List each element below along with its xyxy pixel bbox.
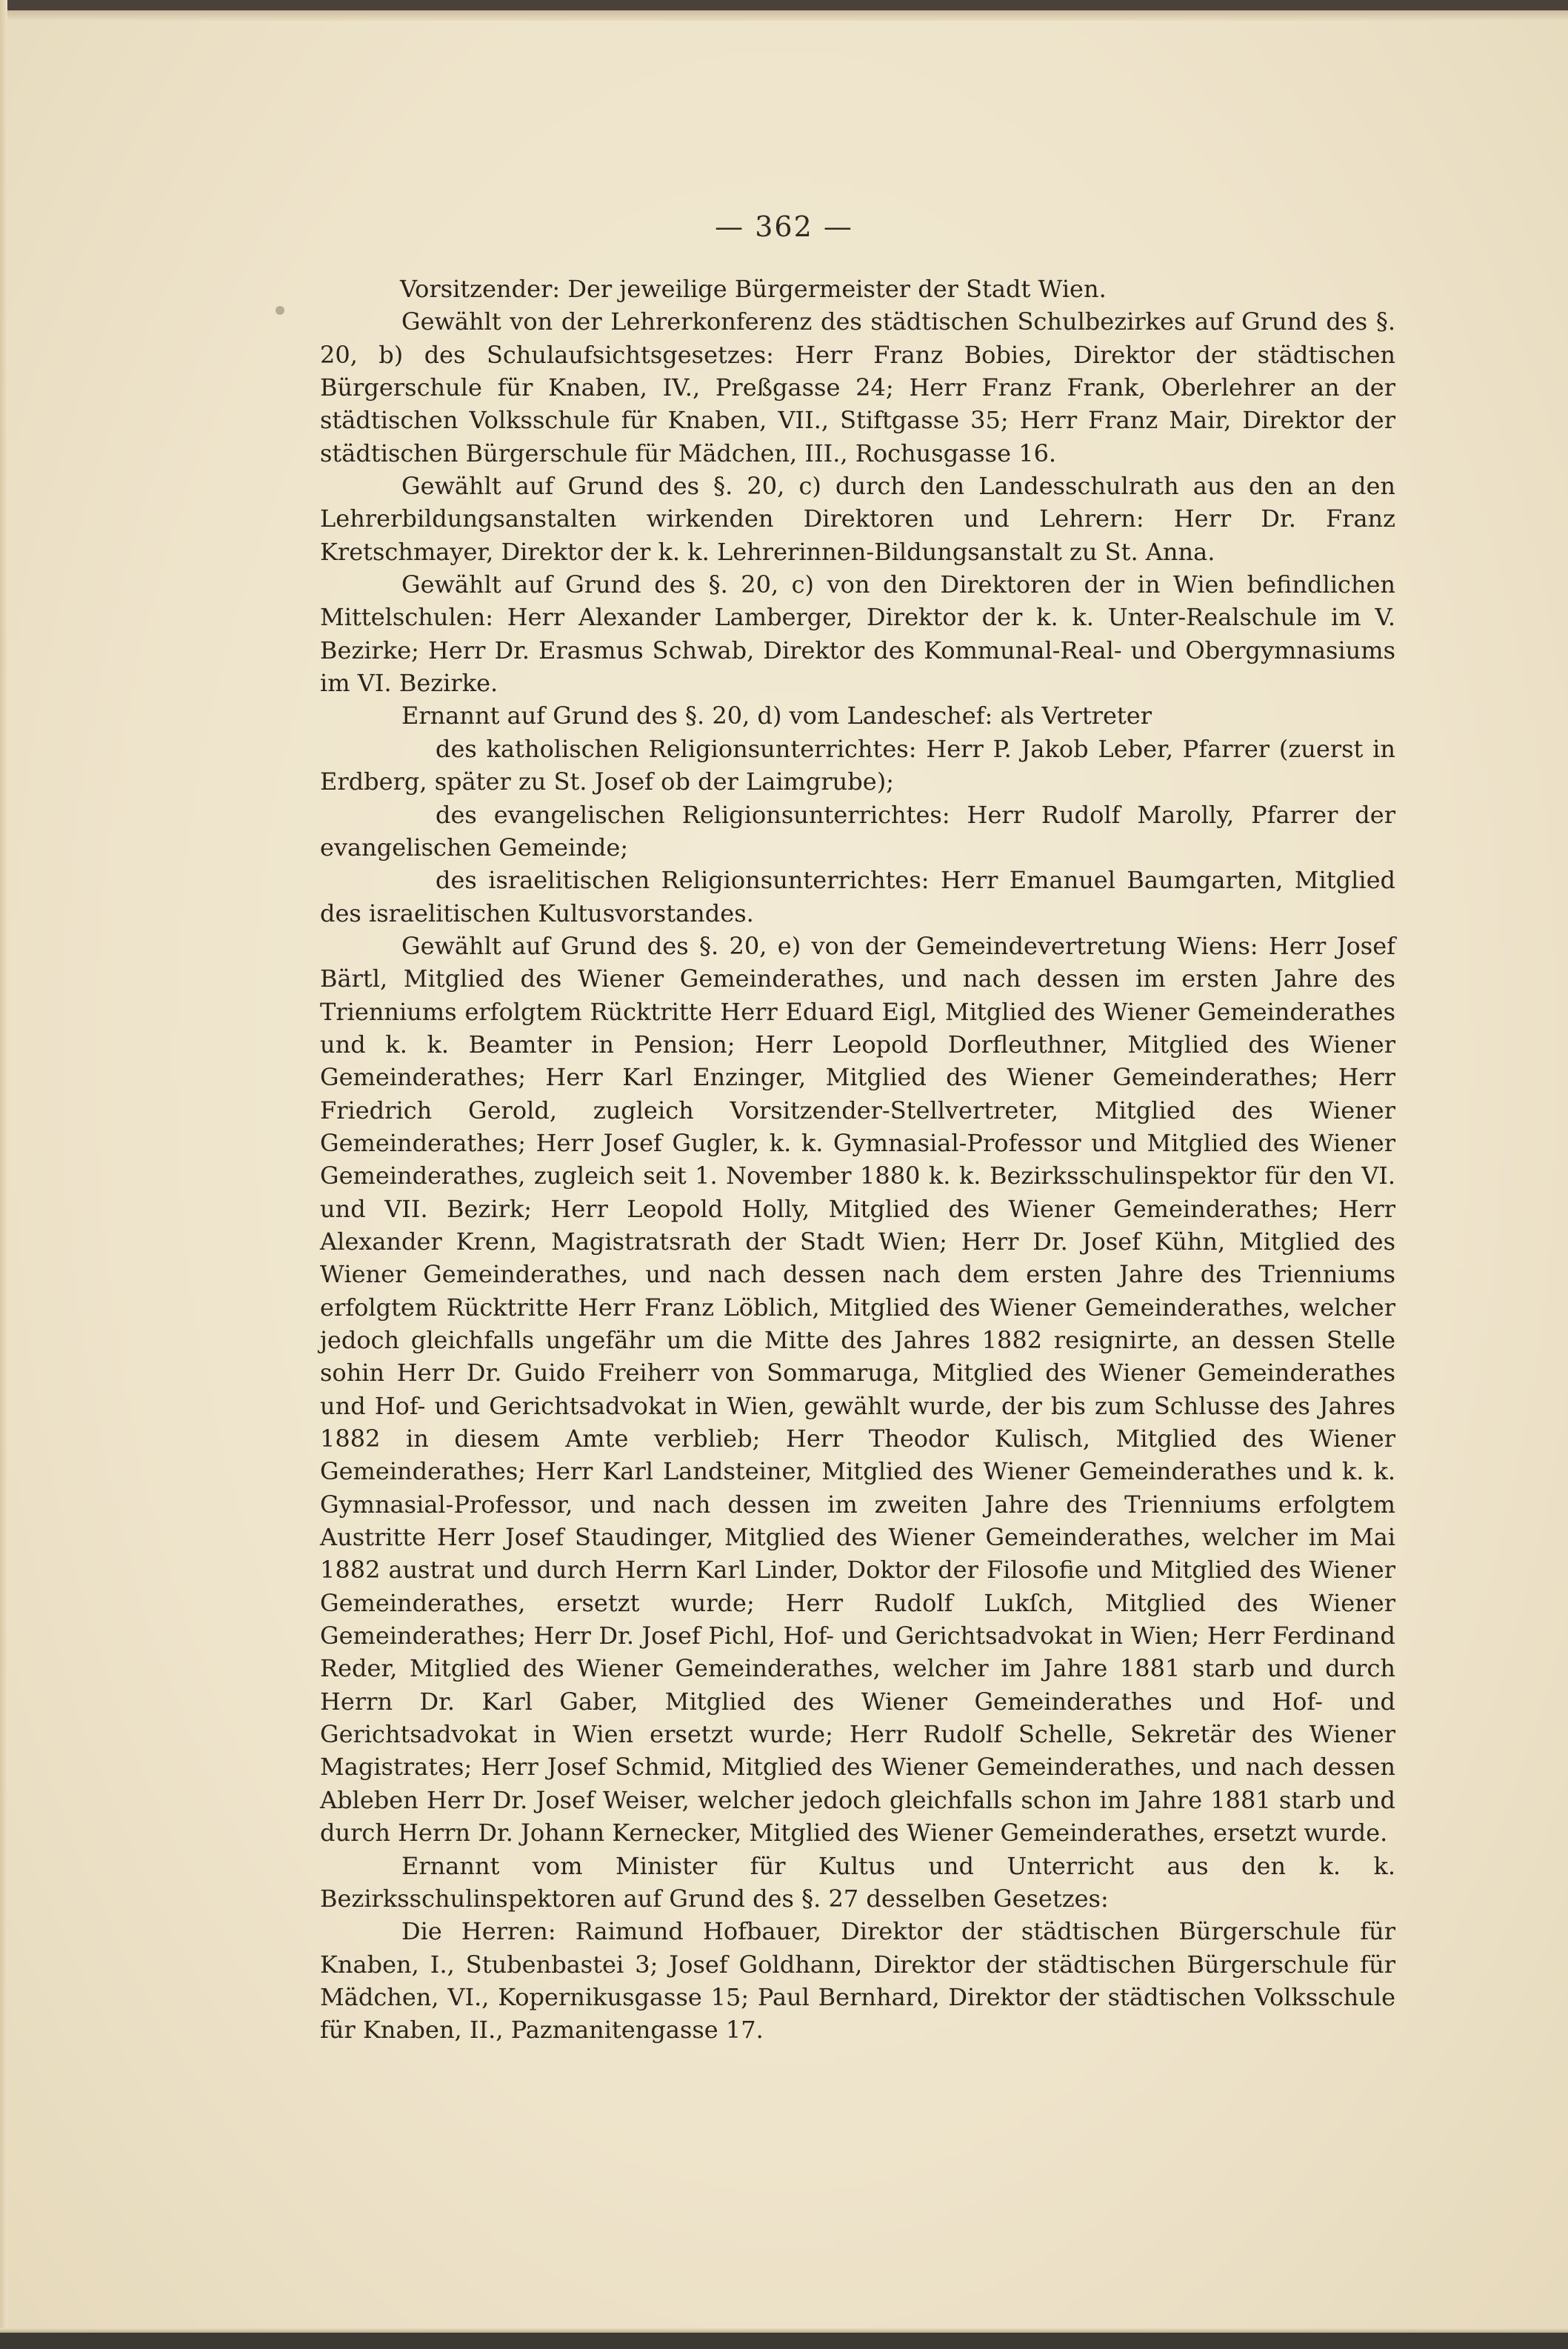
pin-hole-mark [276,306,284,315]
body-text [320,273,1395,2047]
page-number: — 362 — [715,210,853,243]
paragraph-evangelical: des evangelischen Religionsunterrichtes: Herr Rudolf Marolly, Pfarrer der evangelischen Gemeinde; [320,800,1395,862]
paragraph-secondary-schools: Gewählt auf Grund des §. 20, c) von den Direktoren der in Wien befindlichen Mittelschulen: Herr Alexander Lamberger, Direktor der k. k. Unter-Realschule im V. Bezirke; Herr Dr. Erasmus Schwab, Direktor des Kommunal-Real- und Obergymnasiums im VI. Bezirke. [320,570,1395,698]
paragraph-appointed-governor: Ernannt auf Grund des §. 20, d) vom Landeschef: als Vertreter [401,702,1152,730]
scan-edge-top [0,0,1568,21]
paragraph-the-gentlemen: Die Herren: Raimund Hofbauer, Direktor der städtischen Bürgerschule für Knaben, I., Stubenbastei 3; Josef Goldhann, Direktor der städtischen Bürgerschule für Mädchen, VI., Kopernikusgasse 15; Paul Bernhard, Direktor der städtischen Volksschule für Knaben, II., Pazmanitengasse 17. [320,1917,1395,2045]
scan-edge-bottom [0,2328,1568,2349]
paragraph-school-council: Gewählt auf Grund des §. 20, c) durch den Landesschulrath aus den an den Lehrerbildungsanstalten wirkenden Direktoren und Lehrern: Herr Dr. Franz Kretschmayer, Direktor der k. k. Lehrerinnen-Bildungsanstalt zu St. Anna. [320,472,1395,566]
paragraph-minister-appointed: Ernannt vom Minister für Kultus und Unterricht aus den k. k. Bezirksschulinspektoren auf Grund des §. 27 desselben Gesetzes: [320,1851,1395,1913]
paragraph-chairman: Vorsitzender: Der jeweilige Bürgermeister der Stadt Wien. [400,275,1107,303]
paragraph-catholic: des katholischen Religionsunterrichtes: Herr P. Jakob Leber, Pfarrer (zuerst in Erdberg, später zu St. Josef ob der Laimgrube); [320,734,1395,796]
paragraph-municipal-council: Gewählt auf Grund des §. 20, e) von der Gemeindevertretung Wiens: Herr Josef Bärtl, Mitglied des Wiener Gemeinderathes, und nach dessen im ersten Jahre des Trienniums erfolgtem Rücktritte Herr Eduard Eigl, Mitglied des Wiener Gemeinderathes und k. k. Beamter in Pension; Herr Leopold Dorfleuthner, Mitglied des Wiener Gemeinderathes; Herr Karl Enzinger, Mitglied des Wiener Gemeinderathes; Herr Friedrich Gerold, zugleich Vorsitzender-Stellvertreter, Mitglied des Wiener Gemeinderathes; Herr Josef Gugler, k. k. Gymnasial-Professor und Mitglied des Wiener Gemeinderathes, zugleich seit 1. November 1880 k. k. Bezirksschulinspektor für den VI. und VII. Bezirk; Herr Leopold Holly, Mitglied des Wiener Gemeinderathes; Herr Alexander Krenn, Magistratsrath der Stadt Wien; Herr Dr. Josef Kühn, Mitglied des Wiener Gemeinderathes, und nach dessen nach dem ersten Jahre des Trienniums erfolgtem Rücktritte Herr Franz Löblich, Mitglied des Wiener Gemeinderathes, welcher jedoch gleichfalls ungefähr um die Mitte des Jahres 1882 resignirte, an dessen Stelle sohin Herr Dr. Guido Freiherr von Sommaruga, Mitglied des Wiener Gemeinderathes und Hof- und Gerichtsadvokat in Wien, gewählt wurde, der bis zum Schlusse des Jahres 1882 in diesem Amte verblieb; Herr Theodor Kulisch, Mitglied des Wiener Gemeinderathes; Herr Karl Landsteiner, Mitglied des Wiener Gemeinderathes und k. k. Gymnasial-Professor, und nach dessen im zweiten Jahre des Trienniums erfolgtem Austritte Herr Josef Staudinger, Mitglied des Wiener Gemeinderathes, welcher im Mai 1882 austrat und durch Herrn Karl Linder, Doktor der Filosofie und Mitglied des Wiener Gemeinderathes, ersetzt wurde; Herr Rudolf Lukſch, Mitglied des Wiener Gemeinderathes; Herr Dr. Josef Pichl, Hof- und Gerichtsadvokat in Wien; Herr Ferdinand Reder, Mitglied des Wiener Gemeinderathes, welcher im Jahre 1881 starb und durch Herrn Dr. Karl Gaber, Mitglied des Wiener Gemeinderathes und Hof- und Gerichtsadvokat in Wien ersetzt wurde; Herr Rudolf Schelle, Sekretär des Wiener Magistrates; Herr Josef Schmid, Mitglied des Wiener Gemeinderathes, und nach dessen Ableben Herr Dr. Josef Weiser, welcher jedoch gleichfalls schon im Jahre 1881 starb und durch Herrn Dr. Johann Kernecker, Mitglied des Wiener Gemeinderathes, ersetzt wurde. [320,931,1395,1847]
paragraph-israelite: des israelitischen Religionsunterrichtes: Herr Emanuel Baumgarten, Mitglied des israelitischen Kultusvorstandes. [320,866,1395,927]
scan-edge-left [0,0,7,2349]
paragraph-teacher-conference: Gewählt von der Lehrerkonferenz des städtischen Schulbezirkes auf Grund des §. 20, b) des Schulaufsichtsgesetzes: Herr Franz Bobies, Direktor der städtischen Bürgerschule für Knaben, IV., Preßgasse 24; Herr Franz Frank, Oberlehrer an der städtischen Volksschule für Knaben, VII., Stiftgasse 35; Herr Franz Mair, Direktor der städtischen Bürgerschule für Mädchen, III., Rochusgasse 16. [320,307,1395,467]
